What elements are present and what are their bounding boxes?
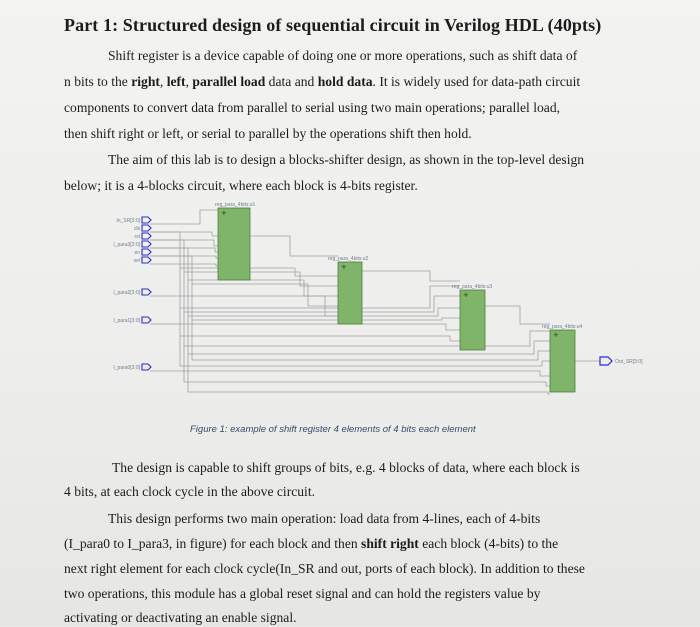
- register-block-2: [338, 262, 362, 324]
- p1-line4: then shift right or left, or serial to parallel by the operations shift then hold.: [64, 126, 472, 141]
- figure-caption: Figure 1: example of shift register 4 elements of 4 bits each element: [190, 424, 476, 435]
- expand-icon: +: [553, 331, 559, 339]
- p1-line1: Shift register is a device capable of doing one or more operations, such as shift data of: [108, 48, 578, 63]
- p1-line3: components to convert data from parallel to serial using two main operations; parallel load,: [64, 100, 561, 115]
- p2-line2: below; it is a 4-blocks circuit, where each block is 4-bits register.: [64, 178, 418, 193]
- input-port-7: [113, 317, 151, 324]
- input-port-2: [134, 233, 151, 240]
- input-port-label: I_para1[3:0]: [113, 318, 140, 324]
- block-label-u3: reg_para_4bits:u3: [452, 284, 493, 290]
- p4-line4: two operations, this module has a global reset signal and can hold the registers value by: [64, 586, 541, 601]
- register-block-1: [218, 208, 250, 280]
- input-port-3: [113, 241, 151, 248]
- block-label-u2: reg_para_4bits:u2: [328, 256, 369, 262]
- expand-icon: +: [341, 263, 347, 271]
- input-port-label: I_para0[3:0]: [113, 365, 140, 371]
- p4-line3: next right element for each clock cycle(In_SR and out, ports of each block). In addition to these: [64, 561, 585, 576]
- input-port-label: rst: [134, 234, 140, 240]
- input-port-label: I_para3[3:0]: [113, 242, 140, 248]
- p2-line1: The aim of this lab is to design a blocks-shifter design, as shown in the top-level design: [108, 152, 585, 167]
- input-port-label: In_SR[3:0]: [116, 218, 140, 224]
- p4-line2: (I_para0 to I_para3, in figure) for each block and then shift right each block (4-bits) to the: [64, 536, 559, 551]
- input-port-label: I_para2[3:0]: [113, 290, 140, 296]
- input-port-5: [134, 257, 151, 264]
- p4-line5: activating or deactivating an enable signal.: [64, 610, 297, 625]
- p4-line1: This design performs two main operation: load data from 4-lines, each of 4-bits: [108, 511, 541, 526]
- p3-line1: The design is capable to shift groups of bits, e.g. 4 blocks of data, where each block is: [112, 460, 580, 475]
- p3-line2: 4 bits, at each clock cycle in the above circuit.: [64, 484, 315, 499]
- part-heading: Part 1: Structured design of sequential circuit in Verilog HDL (40pts): [64, 15, 602, 35]
- expand-icon: +: [221, 209, 227, 217]
- circuit-figure: [100, 196, 690, 418]
- expand-icon: +: [463, 291, 469, 299]
- block-label-u1: reg_para_4bits:u1: [215, 202, 256, 208]
- input-port-4: [134, 249, 151, 256]
- input-port-label: clk: [133, 226, 140, 232]
- register-block-3: [460, 290, 485, 350]
- output-label: Out_SR[3:0]: [615, 359, 643, 365]
- p1-line2: n bits to the right, left, parallel load data and hold data. It is widely used for data-path circuit: [64, 74, 581, 89]
- block-label-u4: reg_para_4bits:u4: [542, 324, 583, 330]
- input-port-6: [113, 289, 151, 296]
- input-port-1: [134, 225, 151, 232]
- input-port-0: [116, 217, 151, 224]
- input-port-label: en: [134, 250, 140, 256]
- input-port-label: sel: [133, 258, 140, 264]
- input-port-8: [113, 364, 151, 371]
- register-block-4: [550, 330, 575, 392]
- output-port: [600, 357, 643, 365]
